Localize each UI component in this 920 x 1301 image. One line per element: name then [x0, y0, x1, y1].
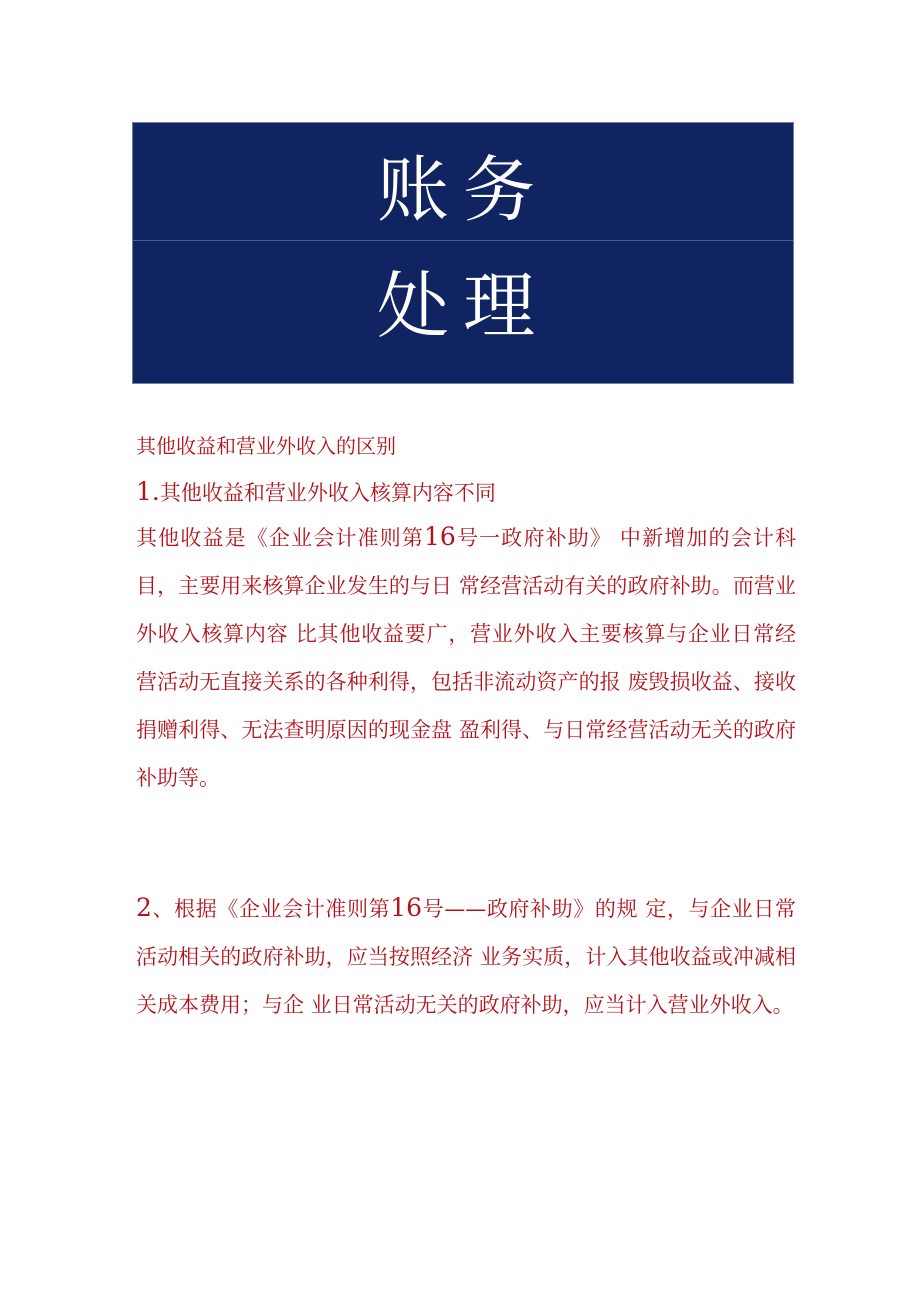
banner-divider — [133, 240, 793, 241]
section-1-number: 1. — [136, 477, 160, 506]
article-title: 其他收益和营业外收入的区别 — [136, 434, 396, 458]
section-2-text-start: 、根据《企业会计准则第 — [151, 897, 391, 921]
article-body — [136, 428, 796, 1029]
section-1-text-rest: 号一政府补助》 中新增加的会计科目，主要用来核算企业发生的与日 常经营活动有关的政府补助。而营业外收入核算内容 比其他收益要广，营业外收入主要核算与企业日常经 营活动无直接关系的各种利得，包括非流动资产的报 废毁损收益、接收捐赠利得、无法查明原因的现金盘 盈利得、与日常经营活动无关的政府补助等。 — [136, 526, 797, 790]
section-2-text-rest: 号——政府补助》的规 定，与企业日常活动相关的政府补助，应当按照经济 业务实质，计入其他收益或冲减相关成本费用；与企 业日常活动无关的政府补助，应当计入营业外收入。 — [136, 897, 796, 1017]
title-banner — [132, 122, 794, 384]
section-1-paragraph — [136, 513, 796, 802]
banner-title-line-1: 账务 — [376, 148, 549, 232]
section-2-number: 2 — [136, 893, 152, 922]
section-1-standard-number: 16 — [424, 522, 456, 551]
banner-title-line-2: 处理 — [376, 264, 549, 348]
section-1-heading-text: 其他收益和营业外收入核算内容不同 — [159, 481, 496, 505]
section-1-text-start: 其他收益是《企业会计准则第 — [136, 526, 425, 550]
section-2-standard-number: 16 — [390, 893, 422, 922]
section-1-heading — [136, 474, 796, 511]
section-2-paragraph — [136, 884, 796, 1029]
